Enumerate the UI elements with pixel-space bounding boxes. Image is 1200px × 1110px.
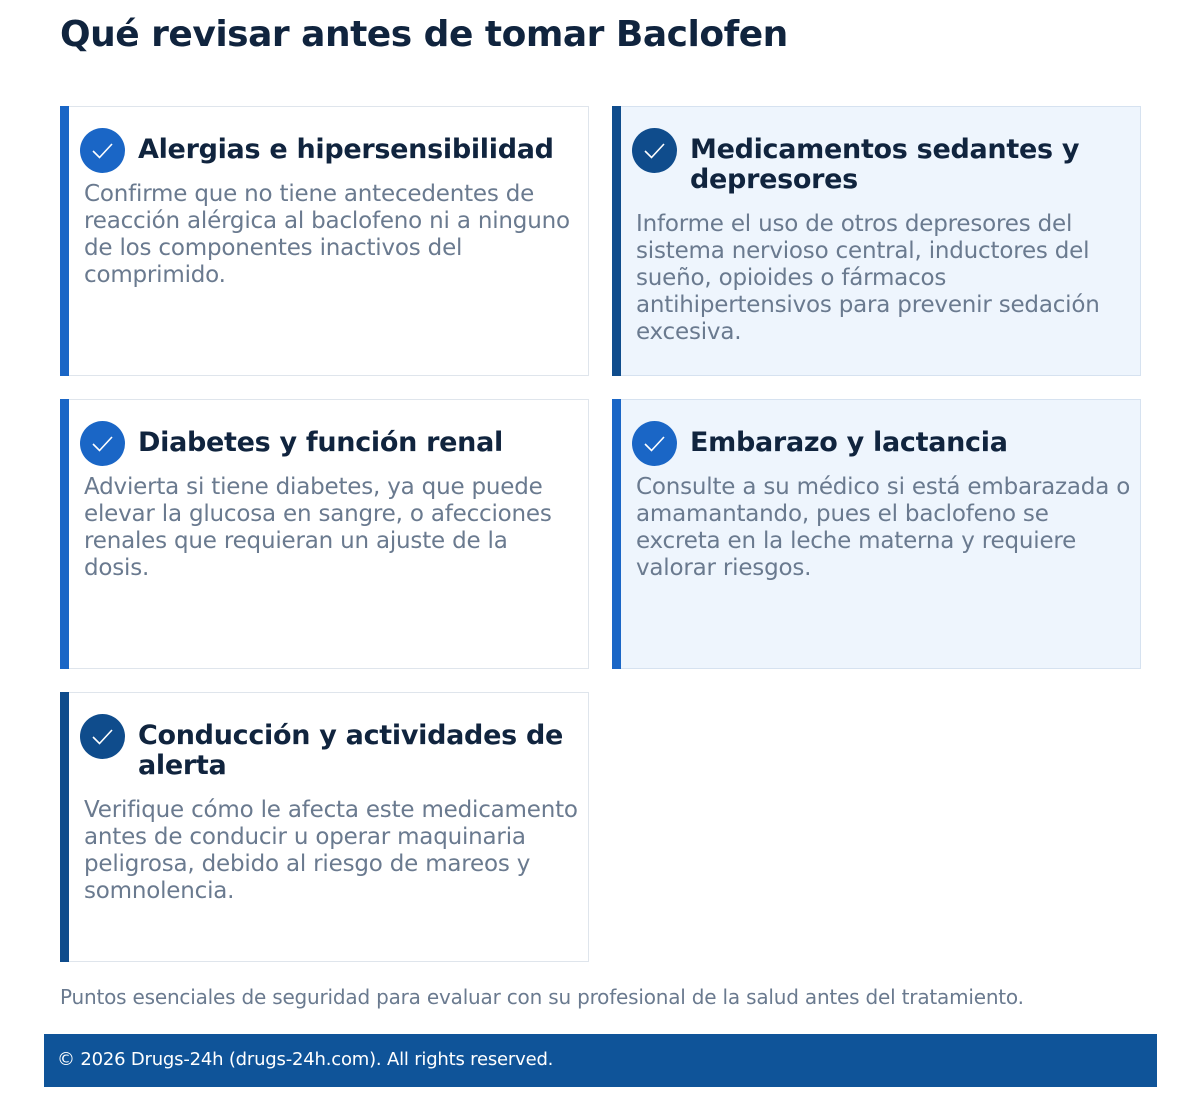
- card-title: Conducción y actividades de alerta: [138, 720, 564, 781]
- card-allergies: [60, 106, 589, 376]
- check-circle-icon: [632, 128, 677, 173]
- card-title: Alergias e hipersensibilidad: [138, 134, 554, 165]
- card-diabetes-renal: [60, 399, 589, 669]
- card-accent-bar: [60, 399, 69, 669]
- card-description: Confirme que no tiene antecedentes de reacción alérgica al baclofeno ni a ninguno de los componentes inactivos del comprimido.: [84, 181, 570, 288]
- card-description: Informe el uso de otros depresores del sistema nervioso central, inductores del sueño, opioides o fármacos antihipertensivos para prevenir sedación excesiva.: [636, 211, 1100, 345]
- card-description: Advierta si tiene diabetes, ya que puede elevar la glucosa en sangre, o afecciones renales que requieran un ajuste de la dosis.: [84, 474, 552, 581]
- footer: [44, 1034, 1157, 1087]
- card-driving: [60, 692, 589, 962]
- card-description: Verifique cómo le afecta este medicamento antes de conducir u operar maquinaria peligrosa, debido al riesgo de mareos y somnolencia.: [84, 797, 578, 904]
- card-accent-bar: [60, 106, 69, 376]
- card-title: Diabetes y función renal: [138, 427, 503, 458]
- check-circle-icon: [632, 421, 677, 466]
- check-circle-icon: [80, 714, 125, 759]
- card-accent-bar: [60, 692, 69, 962]
- card-title: Medicamentos sedantes y depresores: [690, 134, 1080, 195]
- card-pregnancy: [612, 399, 1141, 669]
- page-title: Qué revisar antes de tomar Baclofen: [60, 14, 788, 55]
- caption: Puntos esenciales de seguridad para evaluar con su profesional de la salud antes del tratamiento.: [60, 985, 1024, 1009]
- card-description: Consulte a su médico si está embarazada o amamantando, pues el baclofeno se excreta en la leche materna y requiere valorar riesgos.: [636, 474, 1131, 581]
- copyright-text: © 2026 Drugs-24h (drugs-24h.com). All rights reserved.: [57, 1049, 554, 1070]
- check-circle-icon: [80, 128, 125, 173]
- card-title: Embarazo y lactancia: [690, 427, 1008, 458]
- check-circle-icon: [80, 421, 125, 466]
- card-accent-bar: [612, 399, 621, 669]
- card-accent-bar: [612, 106, 621, 376]
- card-sedatives: [612, 106, 1141, 376]
